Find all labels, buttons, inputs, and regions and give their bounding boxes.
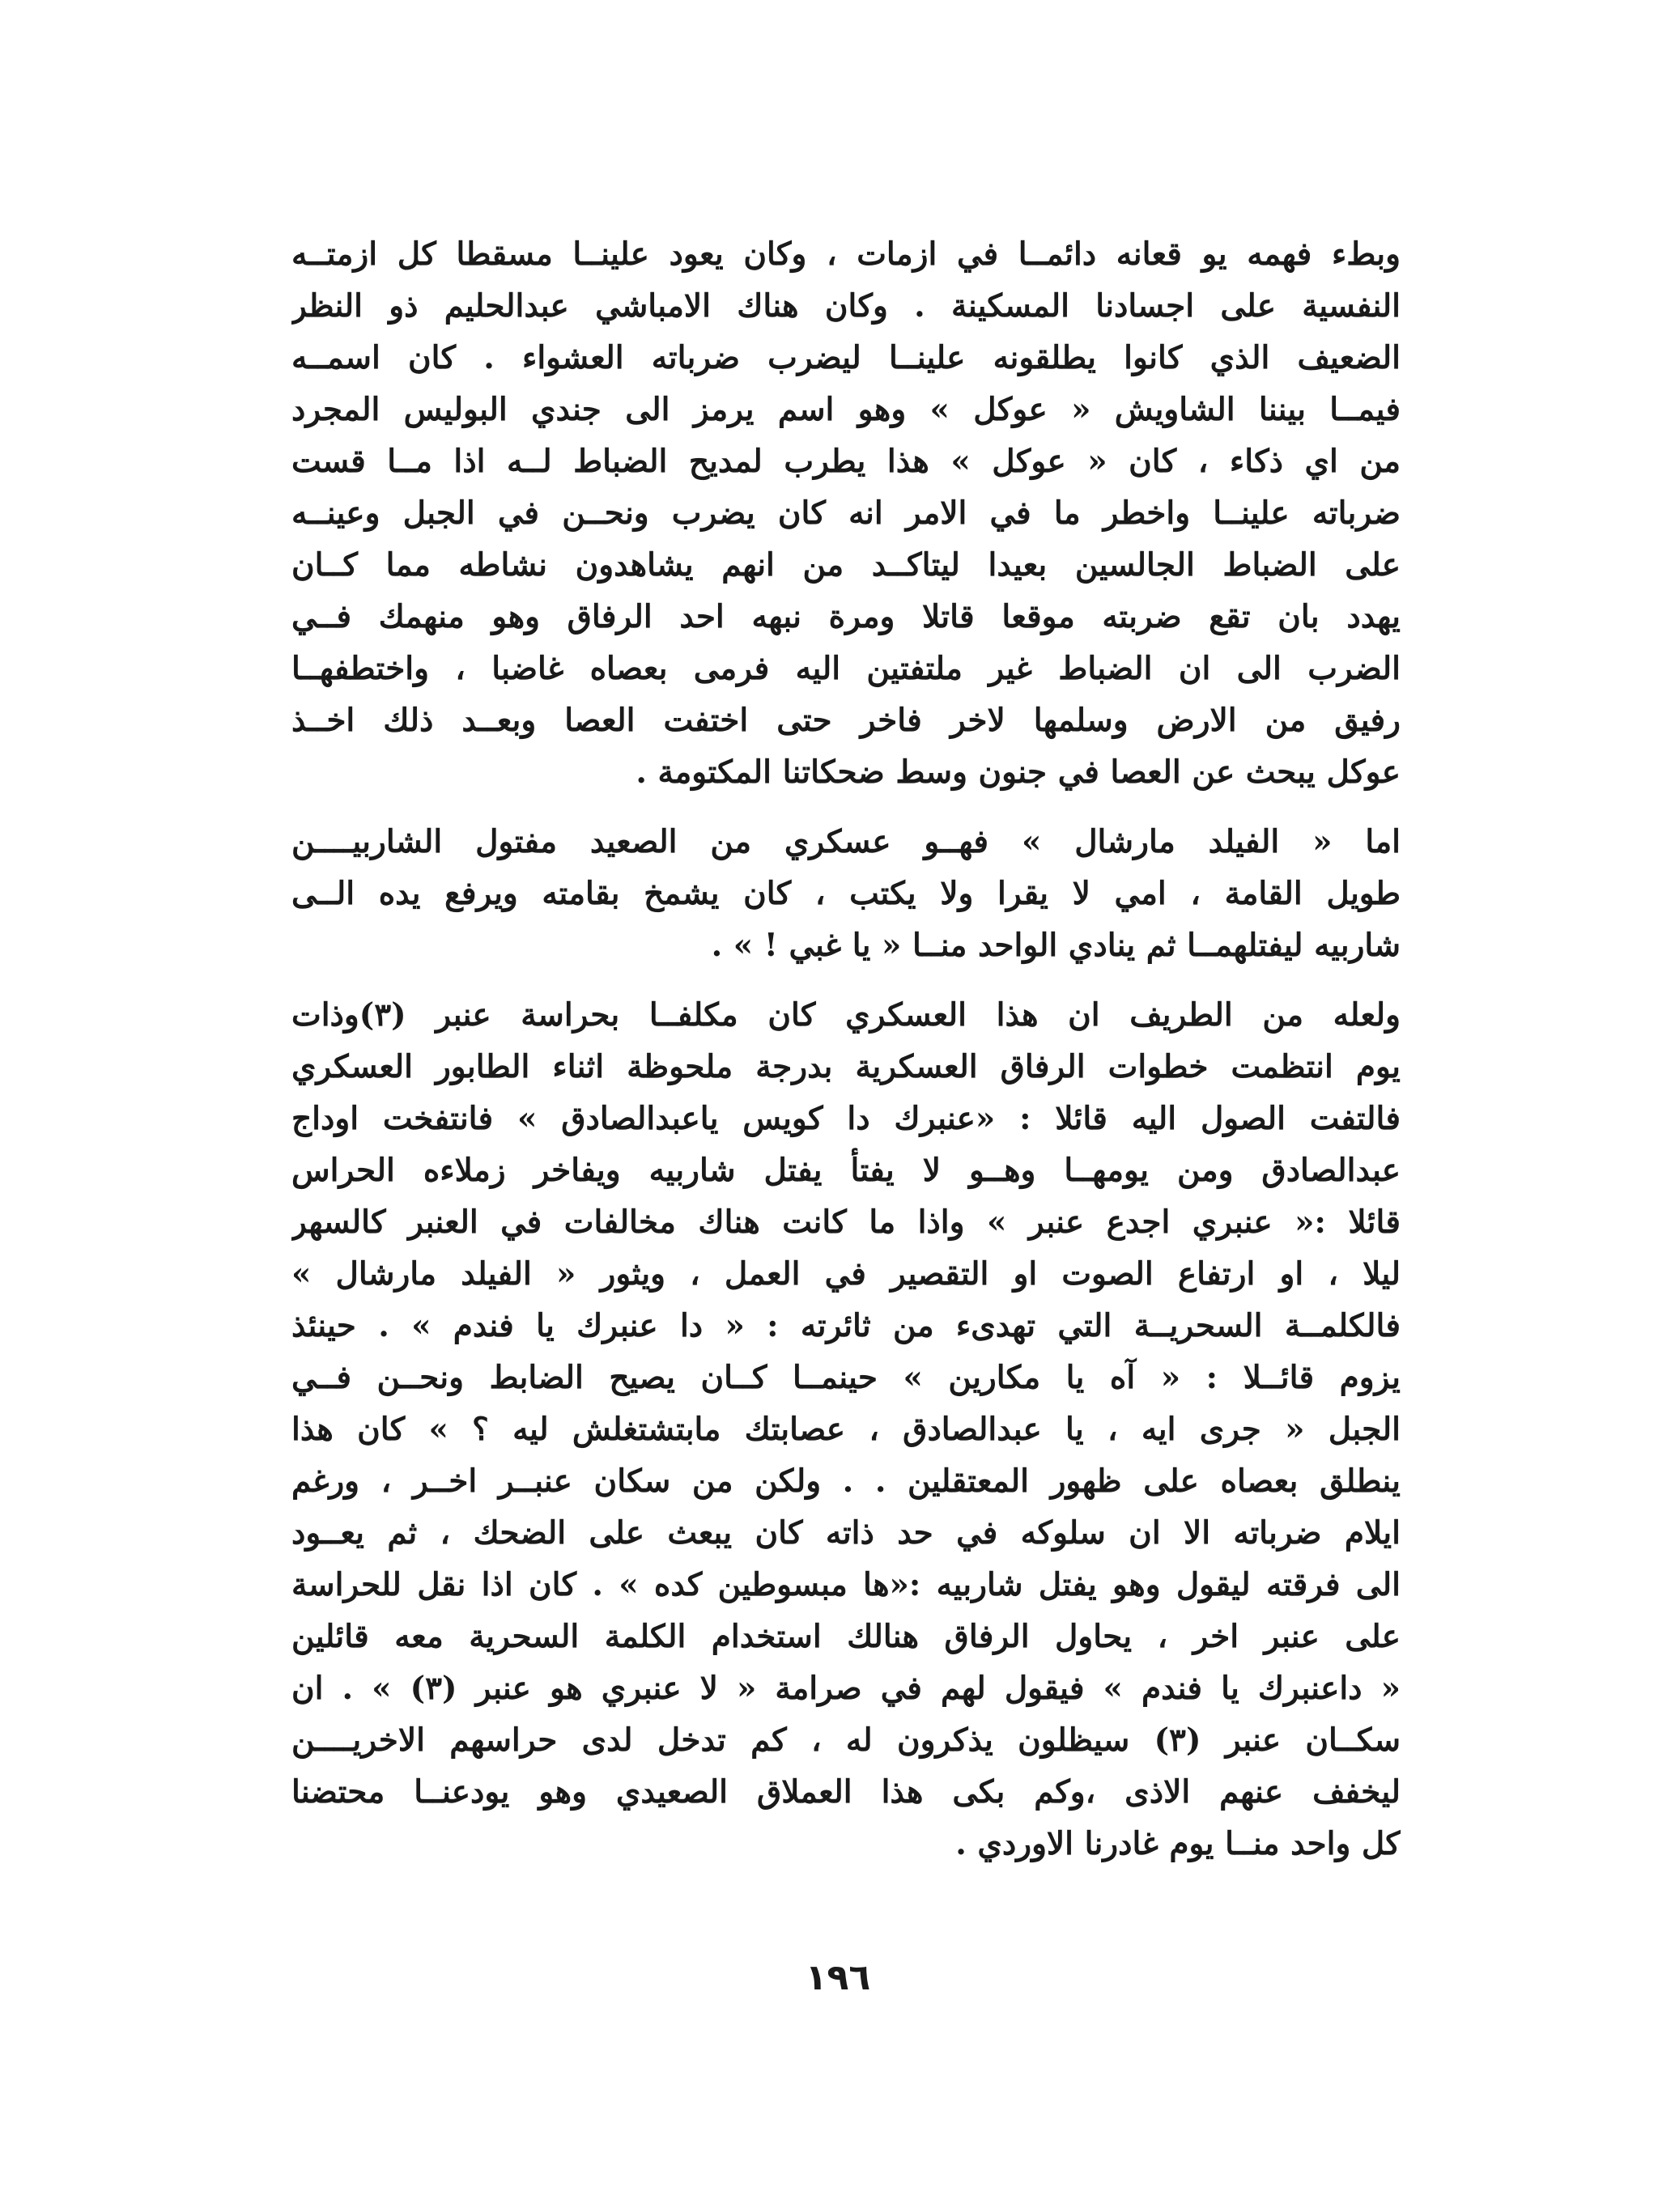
text-line: الجبل « جرى ايه ، يا عبدالصادق ، عصابتك مابتشتغلش ليه ؟ » كان هذا — [291, 1411, 1401, 1448]
text-line: سكــان عنبر (٣) سيظلون يذكرون له ، كم تدخل لدى حراسهم الاخريــــن — [291, 1722, 1401, 1759]
text-line: ايلام ضرباته الا ان سلوكه في حد ذاته كان يبعث على الضحك ، ثم يعــود — [291, 1514, 1401, 1552]
text-line: قائلا :« عنبري اجدع عنبر » واذا ما كانت هناك مخالفات في العنبر كالسهر — [291, 1204, 1401, 1241]
page-number: ١٩٦ — [805, 1957, 871, 1998]
text-line: الى فرقته ليقول وهو يفتل شاربيه :«ها مبسوطين كده » . كان اذا نقل للحراسة — [291, 1566, 1401, 1603]
text-line: عبدالصادق ومن يومهــا وهــو لا يفتأ يفتل شاربيه ويفاخر زملاءه الحراس — [291, 1152, 1401, 1189]
text-line: كل واحد منــا يوم غادرنا الاوردي . — [955, 1825, 1401, 1862]
text-line: الضعيف الذي كانوا يطلقونه علينــا ليضرب ضرباته العشواء . كان اسمــه — [291, 339, 1401, 376]
text-line: فالكلمــة السحريــة التي تهدىء من ثائرته : « دا عنبرك يا فندم » . حينئذ — [291, 1307, 1401, 1344]
text-line: الضرب الى ان الضباط غير ملتفتين اليه فرمى بعصاه غاضبا ، واختطفهــا — [291, 650, 1401, 687]
text-line: يهدد بان تقع ضربته موقعا قاتلا ومرة نبهه احد الرفاق وهو منهمك فــي — [291, 598, 1401, 635]
paragraph-gap — [291, 798, 1401, 816]
text-line: على عنبر اخر ، يحاول الرفاق هنالك استخدام الكلمة السحرية معه قائلين — [291, 1618, 1401, 1655]
paragraph — [291, 816, 1401, 971]
text-line: فالتفت الصول اليه قائلا : «عنبرك دا كويس ياعبدالصادق » فانتفخت اوداج — [291, 1100, 1401, 1137]
text-line: ينطلق بعصاه على ظهور المعتقلين . . ولكن من سكان عنبــر اخــر ، ورغم — [291, 1463, 1401, 1500]
text-line: النفسية على اجسادنا المسكينة . وكان هناك الامباشي عبدالحليم ذو النظر — [291, 287, 1401, 325]
paragraph-gap — [291, 971, 1401, 989]
text-line: ليخفف عنهم الاذى ،وكم بكى هذا العملاق الصعيدي وهو يودعنــا محتضنا — [291, 1773, 1401, 1811]
text-line: على الضباط الجالسين بعيدا ليتاكــد من انهم يشاهدون نشاطه مما كــان — [291, 546, 1401, 584]
text-line: اما « الفيلد مارشال » فهــو عسكري من الصعيد مفتول الشاربيــــن — [291, 823, 1401, 860]
text-line: ضرباته علينــا واخطر ما في الامر انه كان يضرب ونحــن في الجبل وعينــه — [291, 495, 1401, 532]
body-text — [291, 228, 1401, 1870]
text-line: « داعنبرك يا فندم » فيقول لهم في صرامة « لا عنبري هو عنبر (٣) » . ان — [291, 1670, 1401, 1707]
text-line: عوكل يبحث عن العصا في جنون وسط ضحكاتنا المكتومة . — [636, 754, 1401, 791]
text-line: ليلا ، او ارتفاع الصوت او التقصير في العمل ، ويثور « الفيلد مارشال » — [291, 1255, 1401, 1293]
text-line: شاربيه ليفتلهمــا ثم ينادي الواحد منــا « يا غبي ! » . — [711, 927, 1401, 964]
text-line: وبطء فهمه يو قعانه دائمــا في ازمات ، وكان يعود علينــا مسقطا كل ازمتــه — [291, 236, 1401, 273]
paragraph — [291, 228, 1401, 798]
text-line: من اي ذكاء ، كان « عوكل » هذا يطرب لمديح الضباط لــه اذا مــا قست — [291, 443, 1401, 480]
paragraph — [291, 989, 1401, 1870]
text-line: فيمــا بيننا الشاويش « عوكل » وهو اسم يرمز الى جندي البوليس المجرد — [291, 391, 1401, 428]
text-line: طويل القامة ، امي لا يقرا ولا يكتب ، كان يشمخ بقامته ويرفع يده الــى — [291, 875, 1401, 912]
text-line: يوم انتظمت خطوات الرفاق العسكرية بدرجة ملحوظة اثناء الطابور العسكري — [291, 1048, 1401, 1085]
text-line: رفيق من الارض وسلمها لاخر فاخر حتى اختفت العصا وبعــد ذلك اخــذ — [291, 702, 1401, 739]
text-line: يزوم قائــلا : « آه يا مكارين » حينمــا كــان يصيح الضابط ونحــن فــي — [291, 1359, 1401, 1396]
text-line: ولعله من الطريف ان هذا العسكري كان مكلفــا بحراسة عنبر (٣)وذات — [291, 996, 1401, 1034]
